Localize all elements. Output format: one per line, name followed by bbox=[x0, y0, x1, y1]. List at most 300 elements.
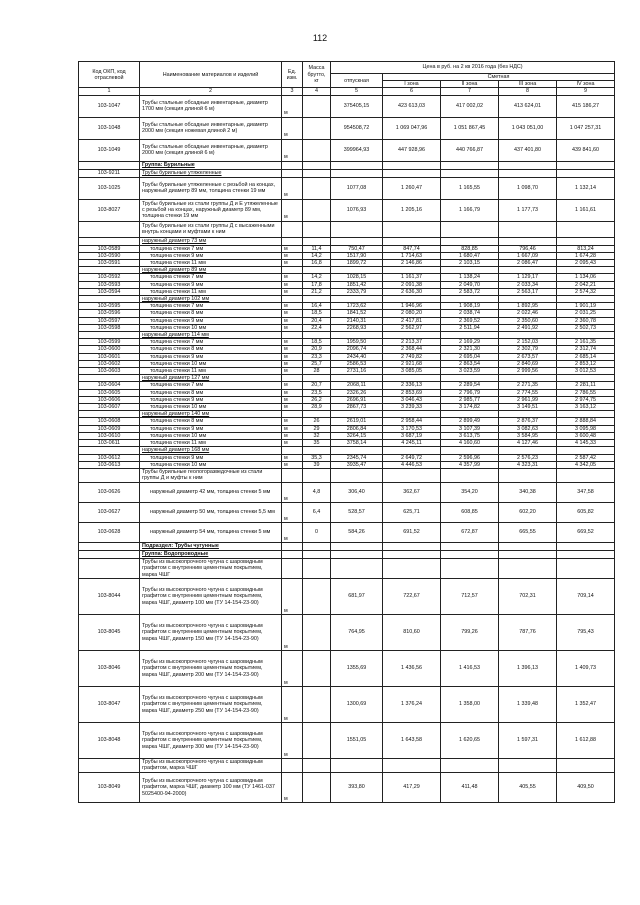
zone-4-price-cell: 2 786,55 bbox=[557, 389, 615, 396]
code-cell: 103-9211 bbox=[79, 169, 140, 177]
empty-cell bbox=[303, 447, 331, 454]
empty-cell bbox=[557, 558, 615, 578]
name-cell: Трубы стальные обсадные инвентарные, диаметр 2000 мм (секция ножевая длиной 2 м) bbox=[140, 117, 282, 139]
zone-3-header: III зона bbox=[499, 81, 557, 88]
zone-1-price-cell: 2 562,97 bbox=[383, 324, 441, 331]
table-row bbox=[79, 117, 615, 139]
empty-cell bbox=[383, 237, 441, 245]
zone-3-price-cell: 2 999,56 bbox=[499, 368, 557, 375]
table-row bbox=[79, 177, 615, 199]
zone-3-price-cell: 2 774,55 bbox=[499, 389, 557, 396]
zone-3-price-cell: 2 152,03 bbox=[499, 339, 557, 346]
unit-cell: м bbox=[282, 317, 303, 324]
zone-3-price-cell: 2 673,57 bbox=[499, 353, 557, 360]
zone-4-price-cell: 2 502,73 bbox=[557, 324, 615, 331]
table-row bbox=[79, 614, 615, 650]
zone-2-price-cell: 3 107,39 bbox=[441, 425, 499, 432]
mass-cell: 35,3 bbox=[303, 454, 331, 461]
zone-4-price-cell: 2 161,35 bbox=[557, 339, 615, 346]
name-cell: толщина стенки 7 мм bbox=[140, 339, 282, 346]
zone-4-price-cell: 2 853,12 bbox=[557, 360, 615, 367]
code-cell: 103-0604 bbox=[79, 382, 140, 389]
code-cell: 103-0628 bbox=[79, 522, 140, 542]
table-row bbox=[79, 722, 615, 758]
mass-cell bbox=[303, 650, 331, 686]
empty-cell bbox=[303, 550, 331, 558]
empty-cell bbox=[303, 558, 331, 578]
zone-4-price-cell: 2 574,32 bbox=[557, 288, 615, 295]
table-row bbox=[79, 454, 615, 461]
mass-cell: 25,7 bbox=[303, 360, 331, 367]
zone-3-price-cell: 4 323,31 bbox=[499, 461, 557, 468]
mass-cell: 6,4 bbox=[303, 502, 331, 522]
table-row bbox=[79, 432, 615, 439]
zone-4-price-cell: 4 342,05 bbox=[557, 461, 615, 468]
zone-1-price-cell: 1 714,63 bbox=[383, 252, 441, 259]
otpusk-header: отпускная bbox=[331, 74, 383, 88]
empty-cell bbox=[557, 161, 615, 169]
table-row bbox=[79, 650, 615, 686]
zone-3-price-cell: 2 563,17 bbox=[499, 288, 557, 295]
zone-2-price-cell: 1 680,47 bbox=[441, 252, 499, 259]
table-row bbox=[79, 339, 615, 346]
empty-cell bbox=[557, 542, 615, 550]
code-cell: 103-0627 bbox=[79, 502, 140, 522]
zone-2-price-cell: 1 138,24 bbox=[441, 274, 499, 281]
mass-cell: 20,7 bbox=[303, 382, 331, 389]
mass-cell: 20,4 bbox=[303, 317, 331, 324]
empty-cell bbox=[331, 332, 383, 339]
empty-cell bbox=[383, 161, 441, 169]
col-number: 7 bbox=[441, 88, 499, 95]
otpusk-price-cell: 3758,14 bbox=[331, 440, 383, 447]
otpusk-price-cell: 1851,42 bbox=[331, 281, 383, 288]
unit-cell: м bbox=[282, 650, 303, 686]
code-cell: 103-1049 bbox=[79, 139, 140, 161]
group-title: наружный диаметр 127 мм bbox=[140, 375, 282, 382]
zone-3-price-cell: 796,46 bbox=[499, 245, 557, 252]
empty-cell bbox=[499, 161, 557, 169]
zone-3-price-cell: 437 401,80 bbox=[499, 139, 557, 161]
mass-cell: 23,3 bbox=[303, 353, 331, 360]
zone-1-price-cell: 1 161,37 bbox=[383, 274, 441, 281]
zone-3-price-cell: 2 022,46 bbox=[499, 310, 557, 317]
table-row bbox=[79, 310, 615, 317]
otpusk-price-cell: 2586,53 bbox=[331, 360, 383, 367]
empty-cell bbox=[499, 447, 557, 454]
empty-cell bbox=[303, 332, 331, 339]
table-row bbox=[79, 772, 615, 802]
otpusk-price-cell: 1517,90 bbox=[331, 252, 383, 259]
empty-cell bbox=[499, 758, 557, 772]
zone-1-price-cell: 2 649,72 bbox=[383, 454, 441, 461]
zone-1-price-cell: 2 958,44 bbox=[383, 418, 441, 425]
zone-1-price-cell: 3 687,19 bbox=[383, 432, 441, 439]
otpusk-price-cell: 3935,47 bbox=[331, 461, 383, 468]
zone-2-price-cell: 799,26 bbox=[441, 614, 499, 650]
empty-cell bbox=[331, 375, 383, 382]
name-cell: Трубы из высокопрочного чугуна с шаровидным графитом с внутренним цементным покрытием, марка ЧШГ, диаметр 150 мм (ТУ 14-154-23-90) bbox=[140, 614, 282, 650]
code-cell: 103-1025 bbox=[79, 177, 140, 199]
table-row bbox=[79, 382, 615, 389]
name-cell: Трубы из высокопрочного чугуна с шаровидным графитом с внутренним цементным покрытием, марка ЧШГ, диаметр 200 мм (ТУ 14-154-23-90) bbox=[140, 650, 282, 686]
zone-3-price-cell: 2 033,34 bbox=[499, 281, 557, 288]
empty-cell bbox=[303, 296, 331, 303]
zone-3-price-cell: 2 271,35 bbox=[499, 382, 557, 389]
empty-cell bbox=[557, 758, 615, 772]
empty-cell bbox=[303, 169, 331, 177]
table-row bbox=[79, 303, 615, 310]
zone-1-price-cell: 722,67 bbox=[383, 578, 441, 614]
zone-3-price-cell: 1 043 051,00 bbox=[499, 117, 557, 139]
zone-4-price-cell: 3 012,53 bbox=[557, 368, 615, 375]
otpusk-price-cell: 954508,72 bbox=[331, 117, 383, 139]
otpusk-price-cell: 3264,15 bbox=[331, 432, 383, 439]
empty-cell bbox=[282, 758, 303, 772]
zone-4-price-cell: 2 974,75 bbox=[557, 396, 615, 403]
unit-cell: м bbox=[282, 389, 303, 396]
zone-4-price-cell: 409,50 bbox=[557, 772, 615, 802]
empty-cell bbox=[282, 296, 303, 303]
zone-2-price-cell: 2 863,54 bbox=[441, 360, 499, 367]
empty-cell bbox=[557, 375, 615, 382]
table-header bbox=[79, 62, 615, 96]
zone-2-price-cell: 2 049,70 bbox=[441, 281, 499, 288]
zone-4-price-cell: 3 600,48 bbox=[557, 432, 615, 439]
table-row bbox=[79, 482, 615, 502]
unit-cell: м bbox=[282, 324, 303, 331]
zone-4-price-cell: 2 685,14 bbox=[557, 353, 615, 360]
mass-cell: 21,2 bbox=[303, 288, 331, 295]
otpusk-price-cell: 2326,26 bbox=[331, 389, 383, 396]
otpusk-price-cell: 399964,93 bbox=[331, 139, 383, 161]
group-row bbox=[79, 758, 615, 772]
otpusk-price-cell: 584,26 bbox=[331, 522, 383, 542]
name-cell: толщина стенки 9 мм bbox=[140, 425, 282, 432]
zone-4-price-cell: 669,52 bbox=[557, 522, 615, 542]
unit-cell: м bbox=[282, 425, 303, 432]
table-row bbox=[79, 245, 615, 252]
empty-cell bbox=[303, 411, 331, 418]
unit-cell: м bbox=[282, 260, 303, 267]
empty-cell bbox=[331, 169, 383, 177]
code-cell: 103-0590 bbox=[79, 252, 140, 259]
empty-cell bbox=[499, 267, 557, 274]
zone-3-price-cell: 1 098,70 bbox=[499, 177, 557, 199]
zone-4-price-cell: 3 095,98 bbox=[557, 425, 615, 432]
group-row bbox=[79, 550, 615, 558]
group-row bbox=[79, 375, 615, 382]
zone-2-price-cell: 4 357,99 bbox=[441, 461, 499, 468]
empty-cell bbox=[303, 758, 331, 772]
zone-2-price-cell: 672,87 bbox=[441, 522, 499, 542]
zone-3-price-cell: 4 127,46 bbox=[499, 440, 557, 447]
name-cell: толщина стенки 10 мм bbox=[140, 360, 282, 367]
zone-2-price-cell: 608,85 bbox=[441, 502, 499, 522]
name-cell: Трубы из высокопрочного чугуна с шаровидным графитом с внутренним цементным покрытием, марка ЧШГ, диаметр 300 мм (ТУ 14-154-23-90) bbox=[140, 722, 282, 758]
code-cell bbox=[79, 221, 140, 237]
code-cell: 103-8044 bbox=[79, 578, 140, 614]
mass-cell: 14,2 bbox=[303, 274, 331, 281]
empty-cell bbox=[383, 758, 441, 772]
name-cell: толщина стенки 11 мм bbox=[140, 288, 282, 295]
zone-3-price-cell: 1 667,09 bbox=[499, 252, 557, 259]
code-cell: 103-0592 bbox=[79, 274, 140, 281]
zone-1-price-cell: 1 643,58 bbox=[383, 722, 441, 758]
zone-3-price-cell: 2 876,37 bbox=[499, 418, 557, 425]
zone-2-price-cell: 2 796,79 bbox=[441, 389, 499, 396]
code-cell: 103-0610 bbox=[79, 432, 140, 439]
code-cell: 103-0598 bbox=[79, 324, 140, 331]
zone-3-price-cell: 2 961,99 bbox=[499, 396, 557, 403]
zone-2-price-cell: 2 103,15 bbox=[441, 260, 499, 267]
unit-cell: м bbox=[282, 303, 303, 310]
otpusk-price-cell: 2867,73 bbox=[331, 404, 383, 411]
table-row bbox=[79, 252, 615, 259]
zone-3-price-cell: 340,38 bbox=[499, 482, 557, 502]
code-cell bbox=[79, 296, 140, 303]
name-cell: толщина стенки 9 мм bbox=[140, 317, 282, 324]
group-title: наружный диаметр 114 мм bbox=[140, 332, 282, 339]
code-cell: 103-0606 bbox=[79, 396, 140, 403]
zone-2-price-cell: 354,20 bbox=[441, 482, 499, 502]
zone-2-price-cell: 828,85 bbox=[441, 245, 499, 252]
mass-cell bbox=[303, 686, 331, 722]
name-cell: толщина стенки 9 мм bbox=[140, 454, 282, 461]
mass-cell bbox=[303, 772, 331, 802]
group-title: наружный диаметр 102 мм bbox=[140, 296, 282, 303]
empty-cell bbox=[383, 332, 441, 339]
zone-3-price-cell: 3 149,51 bbox=[499, 404, 557, 411]
table-body bbox=[79, 95, 615, 802]
name-cell: толщина стенки 8 мм bbox=[140, 310, 282, 317]
table-row bbox=[79, 324, 615, 331]
code-cell bbox=[79, 411, 140, 418]
unit-column-header: Ед. изм. bbox=[282, 62, 303, 88]
empty-cell bbox=[441, 237, 499, 245]
zone-3-price-cell: 2 086,47 bbox=[499, 260, 557, 267]
empty-cell bbox=[441, 558, 499, 578]
empty-cell bbox=[557, 169, 615, 177]
mass-cell bbox=[303, 177, 331, 199]
group-title: Трубы бурильные из стали группы Д с высаженными внутрь концами и муфтами к ним bbox=[140, 221, 282, 237]
empty-cell bbox=[331, 161, 383, 169]
zone-2-price-cell: 1 165,55 bbox=[441, 177, 499, 199]
unit-cell: м bbox=[282, 274, 303, 281]
zone-4-price-cell: 347,58 bbox=[557, 482, 615, 502]
name-cell: наружный диаметр 42 мм, толщина стенки 5 мм bbox=[140, 482, 282, 502]
empty-cell bbox=[499, 468, 557, 482]
unit-cell: м bbox=[282, 310, 303, 317]
zone-1-price-cell: 810,60 bbox=[383, 614, 441, 650]
zone-4-price-cell: 1 674,28 bbox=[557, 252, 615, 259]
otpusk-price-cell: 2333,79 bbox=[331, 288, 383, 295]
zone-3-price-cell: 702,31 bbox=[499, 578, 557, 614]
unit-cell: м bbox=[282, 245, 303, 252]
mass-column-header: Масса брутто, кг bbox=[303, 62, 331, 88]
code-cell bbox=[79, 375, 140, 382]
code-cell: 103-0601 bbox=[79, 353, 140, 360]
table-row bbox=[79, 360, 615, 367]
zone-2-price-cell: 2 695,04 bbox=[441, 353, 499, 360]
table-row bbox=[79, 281, 615, 288]
name-cell: толщина стенки 9 мм bbox=[140, 353, 282, 360]
unit-cell: м bbox=[282, 404, 303, 411]
col-number: 9 bbox=[557, 88, 615, 95]
group-row bbox=[79, 558, 615, 578]
code-cell: 103-0613 bbox=[79, 461, 140, 468]
empty-cell bbox=[282, 332, 303, 339]
otpusk-price-cell: 1723,62 bbox=[331, 303, 383, 310]
empty-cell bbox=[441, 758, 499, 772]
empty-cell bbox=[282, 375, 303, 382]
empty-cell bbox=[499, 375, 557, 382]
zone-4-price-cell: 1 901,19 bbox=[557, 303, 615, 310]
mass-cell: 11,4 bbox=[303, 245, 331, 252]
name-cell: толщина стенки 11 мм bbox=[140, 260, 282, 267]
empty-cell bbox=[499, 542, 557, 550]
group-row bbox=[79, 237, 615, 245]
empty-cell bbox=[383, 550, 441, 558]
zone-4-price-cell: 1 409,73 bbox=[557, 650, 615, 686]
otpusk-price-cell: 2096,74 bbox=[331, 346, 383, 353]
empty-cell bbox=[282, 558, 303, 578]
empty-cell bbox=[383, 411, 441, 418]
zone-4-price-cell: 2 312,74 bbox=[557, 346, 615, 353]
otpusk-price-cell: 764,95 bbox=[331, 614, 383, 650]
otpusk-price-cell: 681,97 bbox=[331, 578, 383, 614]
zone-4-price-cell: 1 161,61 bbox=[557, 199, 615, 221]
empty-cell bbox=[499, 411, 557, 418]
page-number: 112 bbox=[312, 33, 328, 43]
code-cell bbox=[79, 542, 140, 550]
zone-1-price-cell: 4 245,11 bbox=[383, 440, 441, 447]
zone-2-price-cell: 1 908,19 bbox=[441, 303, 499, 310]
zone-1-price-cell: 2 091,38 bbox=[383, 281, 441, 288]
name-cell: толщина стенки 10 мм bbox=[140, 432, 282, 439]
empty-cell bbox=[441, 161, 499, 169]
zone-4-price-cell: 2 281,11 bbox=[557, 382, 615, 389]
group-row bbox=[79, 332, 615, 339]
mass-cell: 16,4 bbox=[303, 303, 331, 310]
empty-cell bbox=[383, 375, 441, 382]
name-cell: толщина стенки 11 мм bbox=[140, 368, 282, 375]
zone-2-price-cell: 3 023,59 bbox=[441, 368, 499, 375]
mass-cell bbox=[303, 722, 331, 758]
zone-3-price-cell: 3 082,63 bbox=[499, 425, 557, 432]
empty-cell bbox=[282, 411, 303, 418]
otpusk-price-cell: 528,57 bbox=[331, 502, 383, 522]
mass-cell: 35 bbox=[303, 440, 331, 447]
zone-2-price-cell: 3 174,82 bbox=[441, 404, 499, 411]
zone-4-price-cell: 415 186,27 bbox=[557, 95, 615, 117]
zone-1-price-cell: 2 417,81 bbox=[383, 317, 441, 324]
empty-cell bbox=[383, 221, 441, 237]
zone-4-price-cell: 2 095,43 bbox=[557, 260, 615, 267]
otpusk-price-cell: 375405,15 bbox=[331, 95, 383, 117]
empty-cell bbox=[282, 267, 303, 274]
code-cell: 103-0591 bbox=[79, 260, 140, 267]
empty-cell bbox=[441, 332, 499, 339]
zone-3-price-cell: 2 491,92 bbox=[499, 324, 557, 331]
code-cell: 103-8027 bbox=[79, 199, 140, 221]
code-cell: 103-0596 bbox=[79, 310, 140, 317]
zone-4-price-cell: 709,14 bbox=[557, 578, 615, 614]
zone-3-price-cell: 405,55 bbox=[499, 772, 557, 802]
zone-3-price-cell: 665,55 bbox=[499, 522, 557, 542]
empty-cell bbox=[331, 468, 383, 482]
empty-cell bbox=[282, 169, 303, 177]
mass-cell: 26,2 bbox=[303, 396, 331, 403]
table-row bbox=[79, 139, 615, 161]
zone-1-price-cell: 2 749,82 bbox=[383, 353, 441, 360]
unit-cell: м bbox=[282, 396, 303, 403]
empty-cell bbox=[441, 542, 499, 550]
otpusk-price-cell: 1959,50 bbox=[331, 339, 383, 346]
unit-cell: м bbox=[282, 432, 303, 439]
name-cell: Трубы из высокопрочного чугуна с шаровидным графитом, марка ЧШГ, диаметр 100 мм (ТУ 1461-037 5025400-94-2000) bbox=[140, 772, 282, 802]
empty-cell bbox=[441, 296, 499, 303]
table-row bbox=[79, 346, 615, 353]
table-row bbox=[79, 502, 615, 522]
mass-cell: 16,8 bbox=[303, 260, 331, 267]
table-row bbox=[79, 425, 615, 432]
unit-cell: м bbox=[282, 288, 303, 295]
empty-cell bbox=[303, 468, 331, 482]
code-cell bbox=[79, 558, 140, 578]
unit-cell: м bbox=[282, 252, 303, 259]
zone-3-price-cell: 413 624,01 bbox=[499, 95, 557, 117]
code-cell: 103-8046 bbox=[79, 650, 140, 686]
zone-1-header: I зона bbox=[383, 81, 441, 88]
empty-cell bbox=[557, 221, 615, 237]
name-column-header: Наименование материалов и изделий bbox=[140, 62, 282, 88]
mass-cell: 0 bbox=[303, 522, 331, 542]
mass-cell bbox=[303, 614, 331, 650]
column-numbers-row bbox=[79, 88, 615, 95]
table-row bbox=[79, 461, 615, 468]
zone-1-price-cell: 2 853,69 bbox=[383, 389, 441, 396]
table-row bbox=[79, 389, 615, 396]
empty-cell bbox=[441, 375, 499, 382]
empty-cell bbox=[499, 558, 557, 578]
col-number: 3 bbox=[282, 88, 303, 95]
group-row bbox=[79, 221, 615, 237]
price-table bbox=[78, 61, 615, 803]
code-cell: 103-1047 bbox=[79, 95, 140, 117]
unit-cell: м bbox=[282, 139, 303, 161]
zone-4-price-cell: 795,43 bbox=[557, 614, 615, 650]
group-row bbox=[79, 267, 615, 274]
mass-cell: 17,8 bbox=[303, 281, 331, 288]
table-row bbox=[79, 260, 615, 267]
zone-1-price-cell: 2 636,30 bbox=[383, 288, 441, 295]
group-row bbox=[79, 296, 615, 303]
zone-4-price-cell: 2 888,84 bbox=[557, 418, 615, 425]
unit-cell: м bbox=[282, 95, 303, 117]
empty-cell bbox=[303, 237, 331, 245]
code-cell: 103-8048 bbox=[79, 722, 140, 758]
name-cell: Трубы стальные обсадные инвентарные, диаметр 1700 мм (секция длиной 6 м) bbox=[140, 95, 282, 117]
unit-cell: м bbox=[282, 440, 303, 447]
group-title: наружный диаметр 168 мм bbox=[140, 447, 282, 454]
zone-3-price-cell: 1 339,48 bbox=[499, 686, 557, 722]
empty-cell bbox=[282, 447, 303, 454]
zone-2-price-cell: 1 416,53 bbox=[441, 650, 499, 686]
zone-4-price-cell: 2 031,25 bbox=[557, 310, 615, 317]
mass-cell bbox=[303, 578, 331, 614]
code-cell: 103-8047 bbox=[79, 686, 140, 722]
